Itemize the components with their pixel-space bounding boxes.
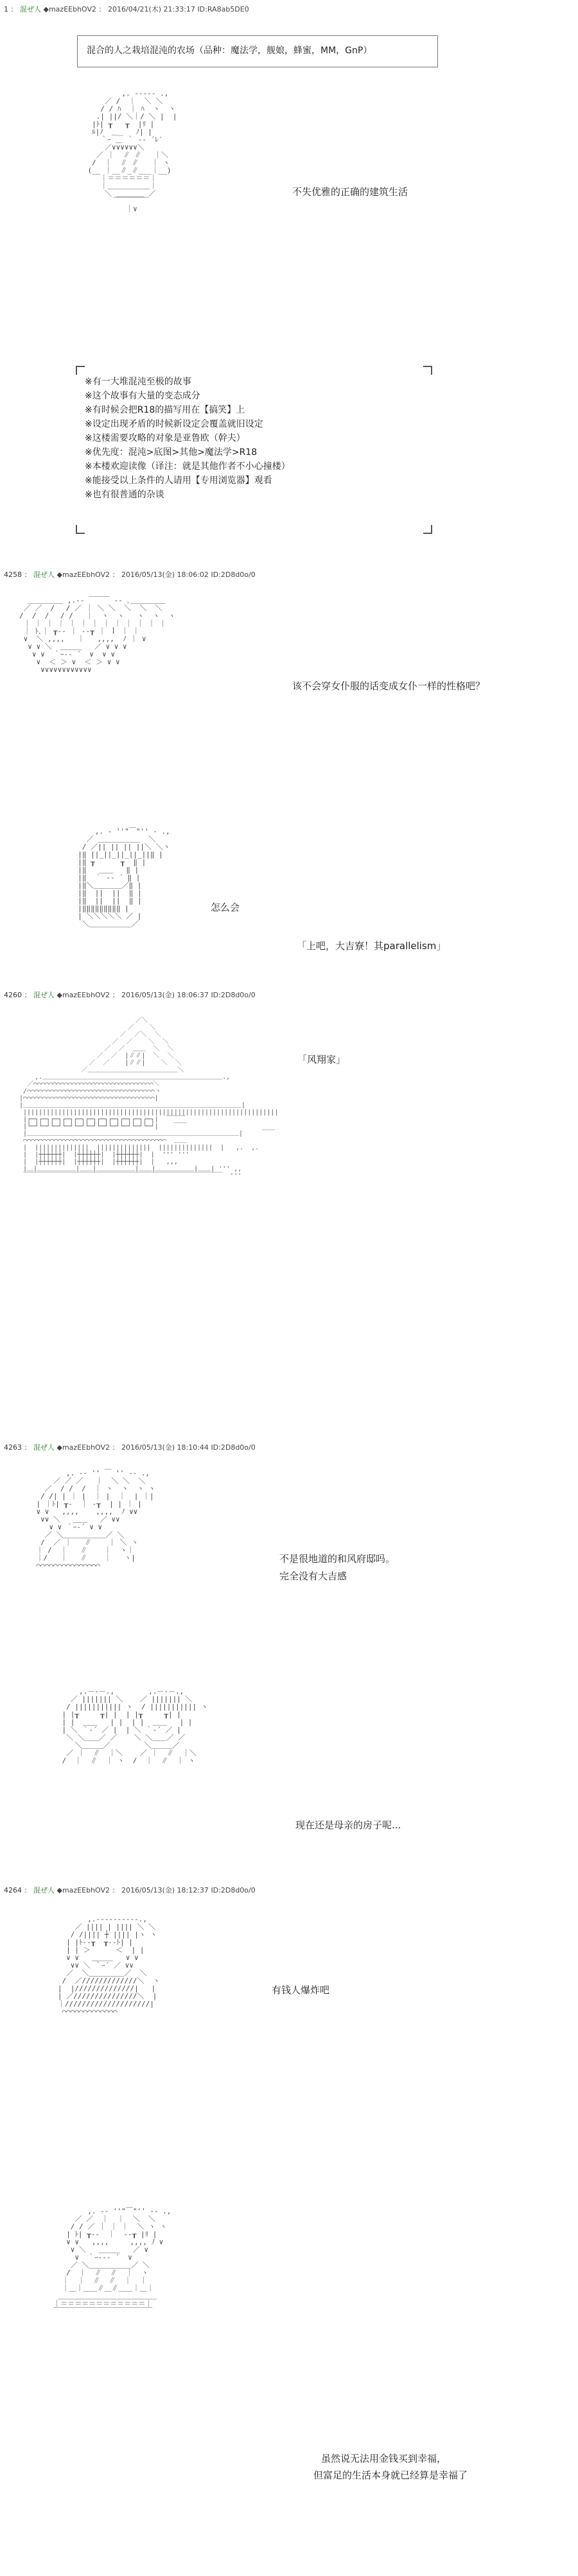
post-id: ID:2D8d0o/0 (211, 571, 256, 579)
post-date: 2016/05/13(金) 18:12:37 (121, 1886, 209, 1894)
location-sign: 「风翔家」 (297, 1054, 346, 1065)
ascii-art-house: ／＼ ／ ＼ ／ ／＼ ＼ ／ ／ ＼ ＼ ／ ／ ＿＿ ＼ ＼ ／ ／ |∥∥| ＼ ＼ ／ ／ |∥∥| ＼ ＼ ／＿＿＿＿＿＿＿＿＿＿＿＿＿＿＼ ,.＿＿＿＿＿＿＿＿＿＿＿＿＿＿＿＿＿＿＿＿＿＿＿＿＿＿＿＿., ／⌒⌒⌒⌒⌒⌒⌒⌒⌒⌒⌒⌒⌒⌒⌒⌒⌒⌒⌒⌒⌒⌒⌒⌒⌒⌒⌒⌒⌒⌒⌒＼ /⌒⌒⌒⌒⌒⌒⌒⌒⌒⌒⌒⌒⌒⌒⌒⌒⌒⌒⌒⌒⌒⌒⌒⌒⌒⌒⌒⌒⌒⌒⌒⌒⌒ヽ |⌒⌒⌒⌒⌒⌒⌒⌒⌒⌒⌒⌒⌒⌒⌒⌒⌒⌒⌒⌒⌒⌒⌒⌒⌒⌒⌒⌒⌒⌒⌒⌒⌒⌒| |＿＿＿＿＿＿＿＿＿＿＿＿＿＿＿＿＿＿＿＿＿＿＿＿＿＿＿＿＿＿＿＿＿＿| |||||||||||||||||||||||||||||||||||||||||||||||||||||||||||||||||| |┌─┐┌─┐┌─┐┌─┐┌─┐┌─┐┌─┐┌─┐┌─┐┌─┐┌─┐| ￣￣￣ |└─┘└─┘└─┘└─┘└─┘└─┘└─┘└─┘└─┘└─┘└─┘| ￣￣ |＿＿＿＿＿＿＿＿＿＿＿＿＿＿＿＿＿＿＿＿＿＿＿＿＿＿＿＿＿＿＿＿＿| ￣￣ ⌒⌒⌒⌒⌒⌒⌒⌒⌒⌒⌒⌒⌒⌒⌒⌒⌒⌒⌒⌒⌒⌒⌒⌒⌒⌒⌒⌒⌒⌒⌒⌒⌒⌒⌒⌒⌒ ＿＿ | |||||||||||||| |||||||||||||| |||||||||||||| | ,. ,. | |┼┼┼┼┼┼| |┼┼┼┼┼┼| |┼┼┼┼┼┼| | ''' ''' | |┼┼┼┼┼┼| |┼┼┼┼┼┼| |┼┼┼┼┼┼| | ,,, |＿|＿＿＿＿＿＿|＿＿|＿＿＿＿＿＿|＿＿|＿＿＿＿＿＿|＿＿| ''' ,, ￣￣￣￣￣￣￣￣￣￣￣￣￣￣￣￣￣￣￣￣￣￣￣￣￣￣￣￣￣￣￣ ''' (19, 1017, 279, 1180)
dialogue-line: 「上吧，大吉寮！其parallelism」 (297, 940, 446, 952)
note-line: ※本楼欢迎读像（译注：就是其他作者不小心撞楼） (85, 461, 290, 472)
post-id: ID:2D8d0o/0 (211, 991, 256, 999)
ascii-art-two-figures: ,.－‐－., ,.－‐－., ／ ||||||| ＼ ／ ||||||| ＼ / ||||||||||| ヽ / ||||||||||| ヽ | |┰ ┰| | | |┰ ┰| | | | ＿＿ | | | | ＿＿ | | | ＼ ｀‐´ ／ | | ＼ ｀‐´ ／ | ＼ ＼＿＿／ ／ ＼ ＼＿＿／ ／ ＼＿＿＿／ ＼＿＿＿／ ／ ｜ ∥ ｜＼ ／ ｜ ∥ ｜＼ / ｜ ∥ ｜ ヽ / ｜ ∥ ｜ ヽ (62, 1687, 208, 1765)
note-line: ※优先度：混沌>底图>其他>魔法学>R18 (85, 447, 258, 458)
post-number[interactable]: 4258 (4, 571, 22, 579)
post-number[interactable]: 4264 (4, 1886, 22, 1894)
ascii-art-seated-figure: ,. -‐ ''"￣"'' ‐- ., ／ ／ ｜ ｜ ＼ ＼ / / ／ ｜ ｜ ｜ ＼ ヽ ヽ | ﾄ| ┰‐‐ ｜ ‐‐┰ |ﾘ | ∨ ∨ ,,,, ,,,, ﾉ ∨ ∨ ＼ ＿＿＿ ／ ∨ ∨ ｀ｰ‐‐‐ ´ ∨ ／ ＼＿＿＿＿＿＿／ ＼ / ｜ ∥ ∥ ｜ ヽ ｜ ｜ ∥ ∥ ｜ ｜ ｜＿｜＿＿∥＿∥＿＿｜＿｜ ＿＿＿＿＿＿＿＿＿＿＿＿＿＿ ｜＝＝＝＝＝＝＝＝＝＝＝＝｜ ￣￣￣￣￣￣￣￣￣￣￣￣￣￣ (53, 2207, 171, 2315)
post-header: 4264 ： 混ぜ人 ◆mazEEbhOV2 ： 2016/05/13(金) 18:12:37 ID:2D8d0o/0 (4, 1886, 256, 1894)
post-number[interactable]: 4260 (4, 991, 22, 999)
note-line: ※这楼需要攻略的对象是亚鲁欧（幹夫） (85, 433, 245, 443)
post-id: ID:2D8d0o/0 (211, 1886, 256, 1894)
ascii-art-maid: ＿＿＿＿＿ ,.-‐ ￣￣￣ ‐- ､＿＿＿＿＿ ／ ／ / / ／ ｜ ＼ ＼ ＼ ＼ ＼ / / / / / ｜ ヽ ヽ ヽ ヽ ヽ ｜ ｜ ｜ ｜ ｜ ｜ ｜ ｜ ｜ ｜ ｜ ｜ ｜ ｜ ﾄ､｜ ┰‐‐ ｜ ‐‐┰ ｜ ｌ ｜ ｜ ∨ ＼ ,,,, ｜ ,,,, ﾉ ｜ ∨ ∨ ∨ ＼ ＿＿＿ ／ ∨ ∨ ∨ ∨ ∨ ｀ｰ-‐ ´ ∨ ∨ ∨ ∨ ＜ ＞ ∨ ＜ ＞ ∨ ∨ ∨∨∨∨∨∨∨∨∨∨∨∨ (19, 596, 175, 674)
ascii-art-angry-girl: ,.-‐‐‐‐‐‐‐‐-., ／ |||| | |||| ＼ ＼ / /|||| ┼ |||| |ヽ ヽ | |ﾄ‐‐┰ ┰‐‐ﾄ| | | | ＞ ＜ | | ∨ ∨ ＿＿＿ ∨ ∨ ∨∨ ＼ ｀ｰ´ ／ ∨∨ ／ ＼＿＿＿＿＿／ ＼ / ／/////////////＼ ヽ | |//////////////| | | ／///////////////＼ | ｜////////////////////| ⌒⌒⌒⌒⌒⌒⌒⌒⌒⌒⌒⌒⌒ (57, 1915, 160, 2016)
post-header: 1 ： 混ぜ人 ◆mazEEbhOV2 ： 2016/04/21(木) 21:33:17 ID:RA8ab5DE0 (4, 5, 249, 13)
note-line: ※有时候会把R18的描写用在【搞笑】上 (85, 405, 245, 415)
post-number[interactable]: 4263 (4, 1443, 22, 1452)
post-date: 2016/05/13(金) 18:06:02 (121, 571, 209, 579)
note-line: ※设定出现矛盾的时候新设定会覆盖就旧设定 (85, 419, 263, 429)
poster-name: 混ぜ人 (33, 571, 55, 579)
ascii-art-girl: ,. ‐ ''"￣"'' ‐ ., ／ ＿＿＿＿＿＿ ＼ / ／|| || || ||＼ ＼ヽ |‖ ||_||_||_||_||‖ | |‖ ┰ ┰ ‖ | |‖ ＿＿ ‖ | |‖ ｀ ‐‐ ´ ‖ | |‖＼＿＿＿＿／‖ | |‖ || || ‖ | |‖ || || ‖ | |‖‖‖‖‖‖‖‖‖ | | ＼＼＼＼＼ ／ | ＼＿＿＿＿＿＿／ (78, 827, 170, 928)
note-line: ※这个故事有大量的变态成分 (85, 391, 200, 401)
ascii-art-character: ,. -‐ '' ￣ '' ‐- ., ／ ／ ／ ｜ ＼ ＼ ＼ ／ / / / ｜ ヽ ヽ ヽ ヽ / /| | ｜ | ｜ | ｜ | ｜| | ｜ﾄ| ┰‐ ｜ ‐┰ | | ｜ | ∨ ∨ ,,,, ,,,, ﾉ ∨∨ ∨∨ ＼ ＿＿ ／ ∨∨ ∨ ∨ ｀ｰ‐´ ∨ ∨ ／ ＼＿＿＿＿＿＿／ ＼ / ／ ｜ ∥ ｜ ＼ ヽ ｜ / ｜ ∥ ｜ ヽ｜ ｜/ ｜ ∥ ｜ ヽ| ⌒⌒⌒⌒⌒⌒⌒⌒⌒⌒⌒⌒⌒⌒⌒ (36, 1469, 155, 1570)
dialogue-line: 有钱人爆炸吧 (272, 1984, 330, 1996)
poster-trip: ◆mazEEbhOV2 (57, 991, 110, 999)
poster-trip: ◆mazEEbhOV2 (57, 571, 110, 579)
ascii-art-portrait: ,. -‐‐‐- ., ／ / ｜ ＼ ＼ / / ﾊ ｜ ﾊ ヽ ヽ .| ||/ ＼｜/ ＼ | | |ﾄ| ┰ ┰ |ﾘ | ﾙ|ﾉ ＿_ ﾉ| | ｀ｰ ＿ ｀ ‐- ´ﾚ′ ／∨∨∨∨∨∨＼ ／ ｜ ∥ ∥ ｜＼ / ｜ ∥ ∥ ｜ ヽ (__ ｜__∥_∥___｜__) ｜＝＝＝＝＝＝｜ ｜＿＿＿＿＿＿｜ ＼ ＿＿＿＿ ／ ￣￣￣￣￣ ｜∨ (87, 89, 177, 213)
post-header: 4263 ： 混ぜ人 ◆mazEEbhOV2 ： 2016/05/13(金) 18:10:44 ID:2D8d0o/0 (4, 1443, 256, 1452)
notes-box (76, 366, 432, 534)
poster-name: 混ぜ人 (33, 991, 55, 999)
post-header: 4260 ： 混ぜ人 ◆mazEEbhOV2 ： 2016/05/13(金) 18:06:37 ID:2D8d0o/0 (4, 991, 256, 999)
dialogue-line: 怎么会 (211, 902, 240, 913)
post-id: ID:RA8ab5DE0 (197, 5, 249, 13)
dialogue-line: 虽然说无法用金钱买到幸福， (321, 2453, 447, 2464)
poster-name: 混ぜ人 (20, 5, 41, 13)
dialogue-line: 但富足的生活本身就已经算是幸福了 (313, 2469, 468, 2481)
poster-trip: ◆mazEEbhOV2 (57, 1443, 110, 1452)
dialogue-line: 完全没有大吉感 (279, 1570, 347, 1582)
post-number[interactable]: 1 (4, 5, 8, 13)
poster-name: 混ぜ人 (33, 1443, 55, 1452)
post-date: 2016/05/13(金) 18:06:37 (121, 991, 209, 999)
caption-text: 不失优雅的正确的建筑生活 (292, 186, 408, 198)
poster-trip: ◆mazEEbhOV2 (57, 1886, 110, 1894)
dialogue-line: 不是很地道的和风府邸吗。 (279, 1553, 396, 1565)
post-date: 2016/05/13(金) 18:10:44 (121, 1443, 209, 1452)
post-date: 2016/04/21(木) 21:33:17 (108, 5, 195, 13)
dialogue-line: 现在还是母亲的房子呢... (295, 1819, 401, 1831)
note-line: ※也有很普通的杂谈 (85, 490, 164, 500)
dialogue-line: 该不会穿女仆服的话变成女仆一样的性格吧？ (292, 680, 486, 692)
note-line: ※有一大堆混沌至极的故事 (85, 377, 191, 387)
post-header: 4258 ： 混ぜ人 ◆mazEEbhOV2 ： 2016/05/13(金) 18:06:02 ID:2D8d0o/0 (4, 571, 256, 579)
note-line: ※能接受以上条件的人请用【专用浏览器】观看 (85, 476, 272, 486)
title-text: 混合的人之栽培混沌的农场（品种：魔法学，舰娘，蜂蜜，MM，GnP） (87, 46, 372, 56)
poster-trip: ◆mazEEbhOV2 (43, 5, 97, 13)
post-id: ID:2D8d0o/0 (211, 1443, 256, 1452)
title-box (77, 35, 438, 67)
poster-name: 混ぜ人 (33, 1886, 55, 1894)
